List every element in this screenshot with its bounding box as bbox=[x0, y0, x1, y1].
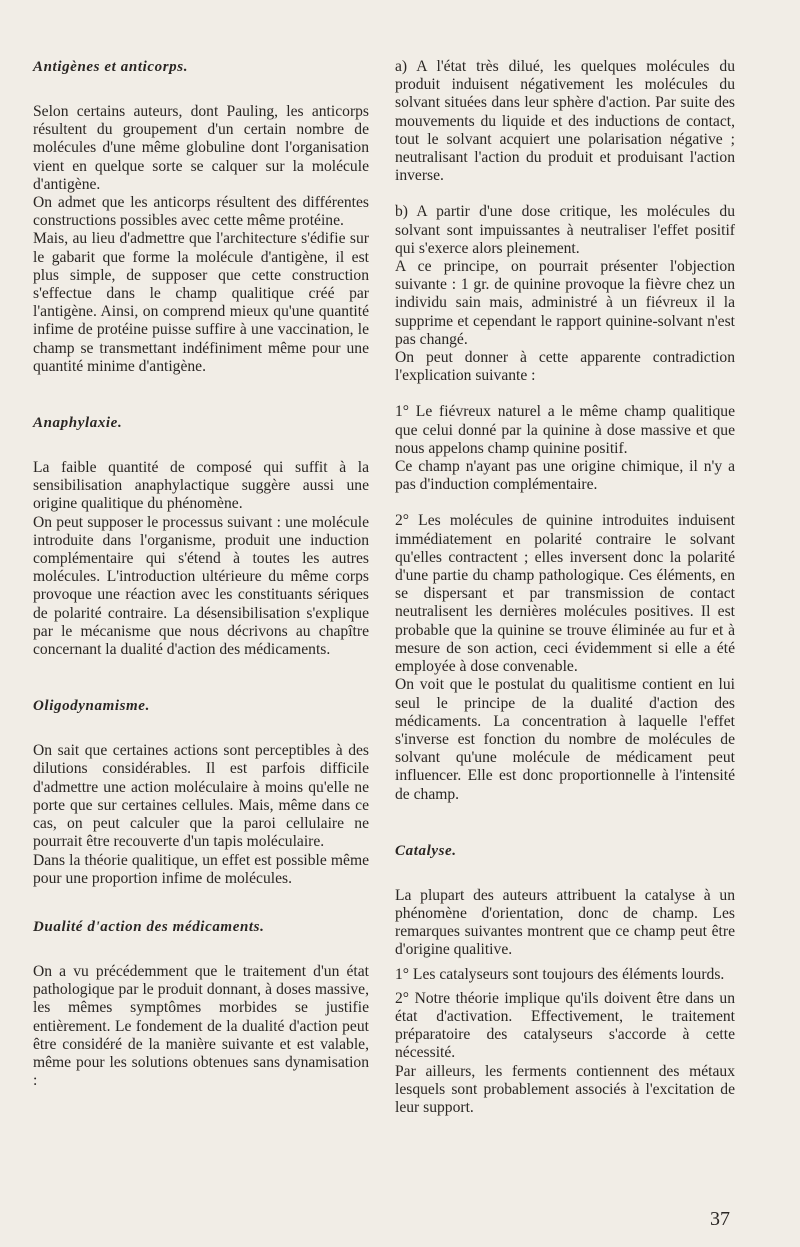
paragraph: Ce champ n'ayant pas une origine chimique, il n'y a pas d'induction complémentaire. bbox=[395, 458, 735, 494]
paragraph: a) A l'état très dilué, les quelques molécules du produit induisent négativement les molécules du solvant situées dans leur sphère d'action. Par suite des mouvements du liquide et des inductions de contact, tout le solvant acquiert une polarisation négative ; neutralisant l'action du produit et produisant l'action inverse. bbox=[395, 58, 735, 185]
paragraph: Par ailleurs, les ferments contiennent des métaux lesquels sont probablement associés à l'excitation de leur support. bbox=[395, 1062, 735, 1116]
paragraph: On a vu précédemment que le traitement d'un état pathologique par le produit donnant, à doses massive, les mêmes symptômes morbides se justifie entièrement. Le fondement de la dualité d'action peut être considéré de la manière suivante et est valable, même pour les solutions obtenues sans dynamisation : bbox=[33, 962, 369, 1090]
left-column bbox=[33, 58, 369, 1090]
section-anaphylaxie bbox=[33, 414, 369, 659]
paragraph: 2° Notre théorie implique qu'ils doivent être dans un état d'activation. Effectivement, le traitement préparatoire des catalyseurs s'accorde à cette nécessité. bbox=[395, 989, 735, 1062]
paragraph: La plupart des auteurs attribuent la catalyse à un phénomène d'orientation, donc de champ. Les remarques suivantes montrent que ce champ peut être d'origine qualitive. bbox=[395, 886, 735, 959]
section-oligodynamisme bbox=[33, 697, 369, 888]
section-antigenes bbox=[33, 58, 369, 376]
section-heading: Catalyse. bbox=[395, 842, 457, 859]
paragraph: b) A partir d'une dose critique, les molécules du solvant sont impuissantes à neutraliser l'effet positif qui s'exerce alors pleinement. bbox=[395, 203, 735, 257]
paragraph: Mais, au lieu d'admettre que l'architecture s'édifie sur le gabarit que forme la molécule d'antigène, il est plus simple, de supposer que cette construction s'effectue dans le champ qualitique créé par l'antigène. Ainsi, on comprend mieux qu'une quantité infime de protéine puisse suffire à une vaccination, le champ se transmettant indéfiniment même pour une quantité minime d'antigène. bbox=[33, 230, 369, 375]
paragraph: 1° Le fiévreux naturel a le même champ qualitique que celui donné par la quinine à dose massive et que nous appelons champ quinine positif. bbox=[395, 403, 735, 457]
paragraph: On voit que le postulat du qualitisme contient en lui seul le principe de la dualité d'action des médicaments. La concentration à laquelle l'effet s'inverse est fonction du nombre de molécules de solvant qu'une molécule de médicament peut influencer. Elle est donc proportionnelle à l'intensité de champ. bbox=[395, 676, 735, 803]
paragraph: La faible quantité de composé qui suffit à la sensibilisation anaphylactique suggère aussi une origine qualitique du phénomène. bbox=[33, 459, 369, 513]
section-catalyse bbox=[395, 842, 735, 1117]
section-heading: Anaphylaxie. bbox=[33, 415, 123, 432]
section-dualite bbox=[33, 918, 369, 1090]
section-dualite-continued bbox=[395, 58, 735, 804]
paragraph: On admet que les anticorps résultent des différentes constructions possibles avec cette même protéine. bbox=[33, 194, 369, 230]
paragraph: A ce principe, on pourrait présenter l'objection suivante : 1 gr. de quinine provoque la fièvre chez un individu sain mais, administré à un fiévreux il la supprime et cependant le rapport quinine-solvant n'est pas changé. bbox=[395, 258, 735, 348]
paragraph: On peut supposer le processus suivant : une molécule introduite dans l'organisme, produit une induction complémentaire qui s'étend à toutes les autres molécules. L'introduction ultérieure du même corps provoque une réaction avec les constituants sériques de polarité contraire. La désensibilisation s'explique par le mécanisme que nous décrivons au chapître concernant la dualité d'action des médicaments. bbox=[33, 513, 369, 659]
right-column bbox=[395, 58, 735, 1117]
paragraph: 1° Les catalyseurs sont toujours des éléments lourds. bbox=[395, 965, 725, 983]
paragraph: Selon certains auteurs, dont Pauling, les anticorps résultent du groupement d'un certain nombre de molécules d'une même globuline dont l'organisation vient en quelque sorte se calquer sur la molécule d'antigène. bbox=[33, 103, 369, 193]
page-number: 37 bbox=[710, 1208, 730, 1230]
section-heading: Oligodynamisme. bbox=[33, 698, 150, 715]
paragraph: Dans la théorie qualitique, un effet est possible même pour une proportion infime de molécules. bbox=[33, 851, 369, 887]
section-heading: Dualité d'action des médicaments. bbox=[33, 918, 265, 935]
paragraph: On sait que certaines actions sont perceptibles à des dilutions considérables. Il est parfois difficile d'admettre une action moléculaire à moins qu'elle ne porte que sur certaines cellules. Mais, même dans ce cas, on peut calculer que la paroi cellulaire ne pourrait être recouverte d'un tapis moléculaire. bbox=[33, 742, 369, 851]
paragraph: 2° Les molécules de quinine introduites induisent immédiatement en polarité contraire le solvant qu'elles contractent ; elles inversent donc la polarité d'une partie du champ pathologique. Ces éléments, en se dispersant et par transmission de contact neutralisent les dernières molécules positives. Il est probable que la quinine se trouve éliminée au fur et à mesure de son action, ceci évidemment si elle a été employée à dose convenable. bbox=[395, 512, 735, 676]
section-heading: Antigènes et anticorps. bbox=[33, 59, 189, 75]
paragraph: On peut donner à cette apparente contradiction l'explication suivante : bbox=[395, 349, 735, 385]
